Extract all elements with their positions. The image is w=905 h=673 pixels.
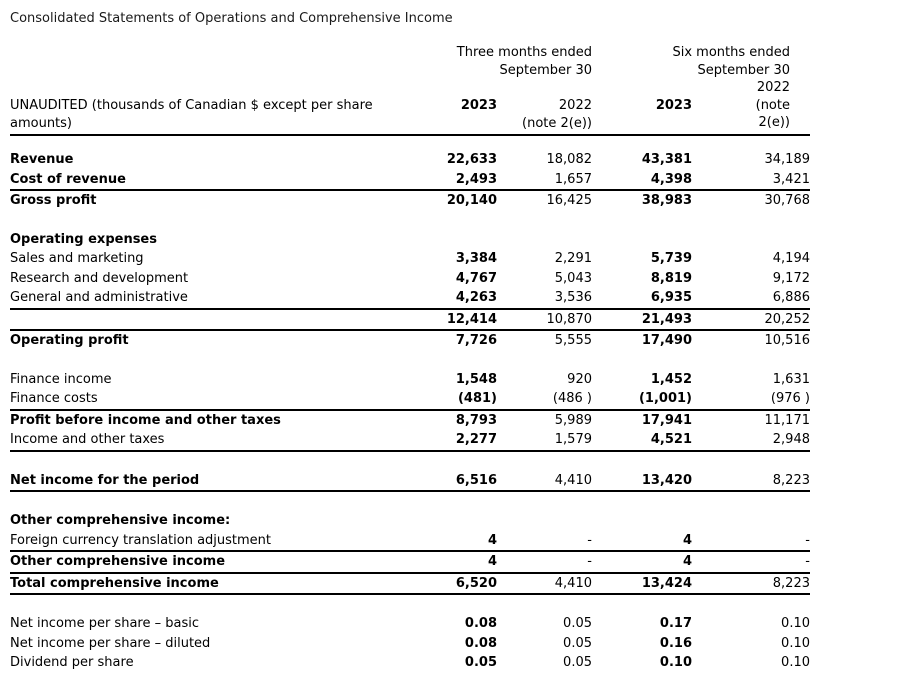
spacer-cell (10, 594, 810, 614)
value-cell: 4 (592, 531, 692, 552)
spacer-row (10, 451, 810, 471)
period-label: Six months ended (672, 45, 790, 60)
value-cell: 43,381 (641, 152, 692, 168)
table-row (10, 370, 810, 390)
column-note: (note 2(e)) (522, 115, 592, 131)
value-cell: 4,398 (592, 170, 692, 191)
spacer-row (10, 211, 810, 230)
spacer-row (10, 594, 810, 614)
table-row (10, 389, 810, 410)
value-cell: 1,548 (455, 371, 497, 387)
column-note: 2(e)) (758, 115, 790, 130)
value-cell: 20,140 (446, 193, 497, 209)
value-cell: 30,768 (764, 193, 810, 209)
row-label: Operating profit (10, 333, 129, 349)
value-cell: 0.05 (563, 635, 592, 651)
table-row (10, 309, 810, 331)
value-cell (390, 230, 497, 250)
value-cell: 11,171 (764, 412, 810, 428)
unaudited-caption: UNAUDITED (thousands of Canadian $ except per share amounts) (10, 98, 373, 131)
value-cell: 3,536 (497, 288, 592, 309)
table-row (10, 249, 810, 269)
value-cell: 4,263 (390, 288, 497, 309)
table-row (10, 150, 810, 170)
row-label: Net income per share – diluted (10, 635, 211, 651)
value-cell: 34,189 (764, 152, 810, 168)
table-row (10, 330, 810, 351)
value-cell: 2,948 (692, 430, 810, 451)
value-cell: 9,172 (772, 270, 810, 286)
value-cell: 0.05 (563, 655, 592, 671)
column-header-2022-six-months (756, 79, 790, 132)
value-cell: 0.17 (659, 616, 692, 632)
column-note: (note (755, 97, 790, 113)
value-cell: (481) (390, 389, 497, 410)
value-cell: 5,043 (554, 270, 592, 286)
spacer-cell (10, 211, 810, 230)
value-cell: 8,793 (455, 412, 497, 428)
table-row (10, 634, 810, 654)
value-cell: (486 ) (497, 389, 592, 410)
value-cell: 8,819 (650, 270, 692, 286)
table-row (10, 511, 810, 531)
row-label: Other comprehensive income: (10, 513, 231, 529)
value-cell: 6,886 (692, 288, 810, 309)
column-header-2022-three-months (522, 97, 592, 132)
value-cell: 22,633 (446, 152, 497, 168)
value-cell: 0.05 (464, 655, 497, 671)
spacer-row (10, 491, 810, 511)
column-year: 2022 (756, 80, 790, 95)
value-cell: - (692, 551, 810, 573)
row-label: Gross profit (10, 193, 97, 209)
row-label: Sales and marketing (10, 251, 144, 267)
value-cell: - (692, 531, 810, 552)
row-label (10, 309, 390, 331)
value-cell (390, 511, 497, 531)
value-cell: (1,001) (592, 389, 692, 410)
value-cell: 0.05 (563, 616, 592, 632)
value-cell: 6,935 (592, 288, 692, 309)
value-cell: 4,194 (772, 251, 810, 267)
value-cell: 38,983 (641, 193, 692, 209)
spacer-row (10, 136, 810, 150)
value-cell: 5,555 (554, 333, 592, 349)
value-cell: 2,277 (390, 430, 497, 451)
spacer-cell (10, 451, 810, 471)
statement-table (10, 136, 810, 673)
value-cell: 0.08 (464, 616, 497, 632)
value-cell (692, 511, 810, 531)
value-cell: 7,726 (455, 333, 497, 349)
table-row (10, 430, 810, 451)
period-group-three-months (457, 44, 592, 79)
row-label: Income and other taxes (10, 430, 390, 451)
period-sublabel: September 30 (499, 62, 592, 78)
value-cell: 1,579 (497, 430, 592, 451)
value-cell: 20,252 (692, 309, 810, 331)
value-cell: - (497, 551, 592, 573)
row-label: Cost of revenue (10, 170, 390, 191)
value-cell: 0.10 (781, 616, 810, 632)
value-cell: 16,425 (546, 193, 592, 209)
row-label: General and administrative (10, 288, 390, 309)
row-label: Net income for the period (10, 471, 390, 492)
value-cell: 10,516 (764, 333, 810, 349)
value-cell: 0.08 (464, 635, 497, 651)
page-title: Consolidated Statements of Operations and Comprehensive Income (10, 11, 453, 26)
value-cell: 8,223 (692, 573, 810, 595)
row-label: Net income per share – basic (10, 616, 199, 632)
column-header-2023-three-months: 2023 (460, 98, 497, 113)
value-cell: 17,490 (641, 333, 692, 349)
row-label: Profit before income and other taxes (10, 412, 281, 428)
value-cell: (976 ) (692, 389, 810, 410)
value-cell: 4 (390, 551, 497, 573)
spacer-cell (10, 136, 810, 150)
value-cell: 920 (567, 371, 592, 387)
value-cell: 2,291 (554, 251, 592, 267)
value-cell: 10,870 (497, 309, 592, 331)
column-header-2023-six-months: 2023 (655, 98, 692, 113)
value-cell (497, 230, 592, 250)
period-group-six-months (672, 44, 790, 79)
row-label: Total comprehensive income (10, 573, 390, 595)
value-cell: 1,631 (772, 371, 810, 387)
value-cell: 8,223 (692, 471, 810, 492)
row-label: Other comprehensive income (10, 551, 390, 573)
period-label: Three months ended (456, 45, 592, 60)
value-cell: 4 (390, 531, 497, 552)
value-cell: 0.10 (659, 655, 692, 671)
statement-table-body (10, 136, 810, 673)
spacer-cell (10, 491, 810, 511)
spacer-cell (10, 351, 810, 370)
column-year: 2022 (558, 98, 592, 113)
value-cell: - (497, 531, 592, 552)
table-row (10, 269, 810, 289)
value-cell: 21,493 (592, 309, 692, 331)
value-cell: 4 (592, 551, 692, 573)
value-cell: 17,941 (641, 412, 692, 428)
table-row (10, 653, 810, 673)
value-cell: 18,082 (546, 152, 592, 168)
table-row (10, 614, 810, 634)
statement (10, 40, 810, 673)
value-cell: 6,520 (390, 573, 497, 595)
value-cell: 0.16 (659, 635, 692, 651)
value-cell: 4,410 (497, 471, 592, 492)
value-cell: 12,414 (390, 309, 497, 331)
value-cell: 4,521 (592, 430, 692, 451)
value-cell: 3,421 (692, 170, 810, 191)
value-cell: 13,420 (592, 471, 692, 492)
table-row (10, 551, 810, 573)
row-label: Foreign currency translation adjustment (10, 531, 390, 552)
value-cell: 1,657 (497, 170, 592, 191)
table-row (10, 410, 810, 431)
value-cell: 4,767 (455, 270, 497, 286)
value-cell: 3,384 (455, 251, 497, 267)
value-cell: 1,452 (650, 371, 692, 387)
value-cell: 6,516 (390, 471, 497, 492)
row-label: Operating expenses (10, 231, 157, 247)
value-cell: 0.10 (781, 635, 810, 651)
statement-header (10, 40, 810, 136)
table-row (10, 288, 810, 309)
table-row (10, 230, 810, 250)
value-cell: 5,739 (650, 251, 692, 267)
table-row (10, 531, 810, 552)
period-sublabel: September 30 (697, 62, 790, 78)
value-cell (592, 230, 692, 250)
table-row (10, 190, 810, 211)
value-cell: 13,424 (592, 573, 692, 595)
value-cell (592, 511, 692, 531)
value-cell: 5,989 (554, 412, 592, 428)
spacer-row (10, 351, 810, 370)
value-cell: 0.10 (781, 655, 810, 671)
value-cell (692, 230, 810, 250)
value-cell: 4,410 (497, 573, 592, 595)
row-label: Finance income (10, 371, 112, 387)
row-label: Dividend per share (10, 655, 134, 671)
row-label: Finance costs (10, 389, 390, 410)
row-label: Revenue (10, 152, 74, 168)
table-row (10, 170, 810, 191)
value-cell: 2,493 (390, 170, 497, 191)
table-row (10, 573, 810, 595)
row-label: Research and development (10, 270, 189, 286)
table-row (10, 471, 810, 492)
value-cell (497, 511, 592, 531)
